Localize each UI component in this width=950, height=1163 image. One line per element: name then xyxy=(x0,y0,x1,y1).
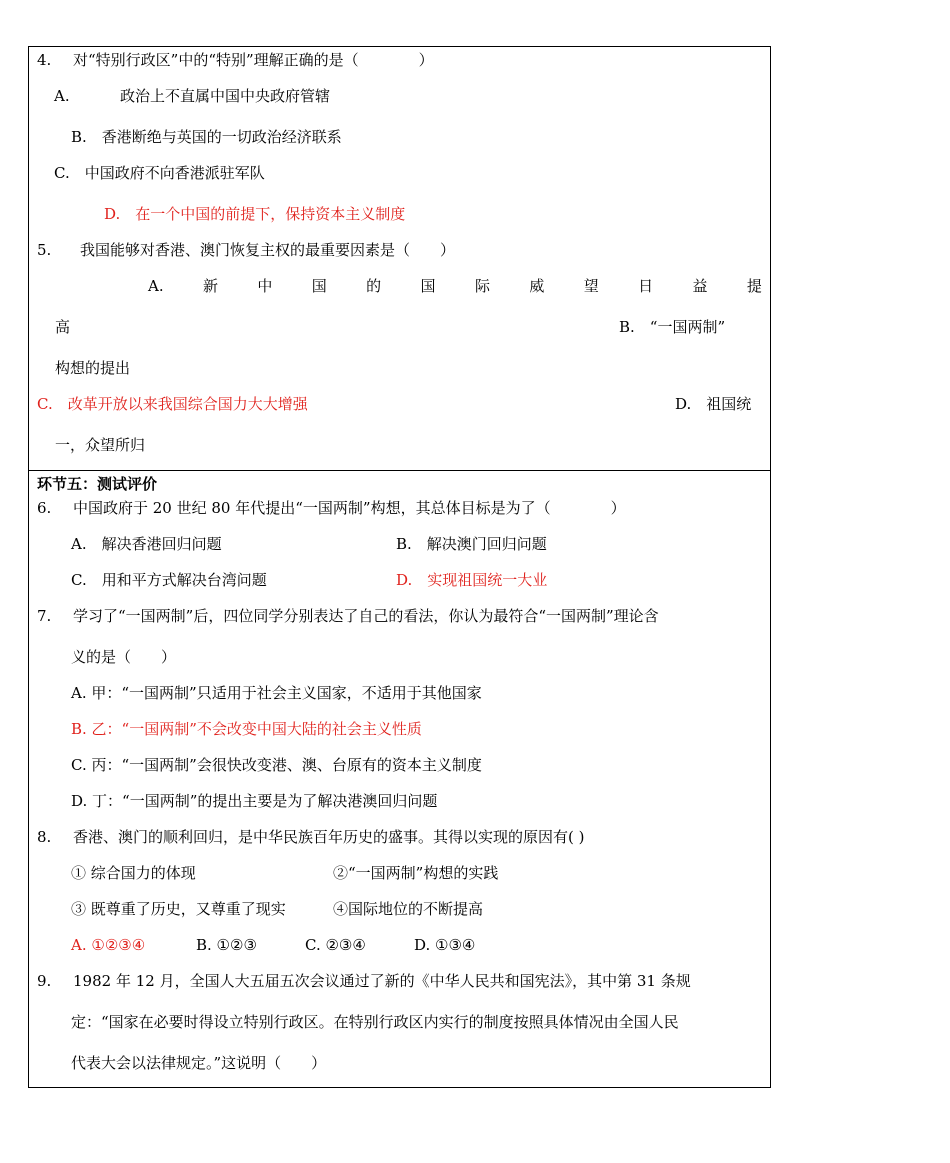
q8-option-c: C. ②③④ xyxy=(305,936,366,954)
q5-option-b-head: B. “一国两制” xyxy=(619,318,726,336)
q5-a-char: A. xyxy=(148,277,164,295)
q5-option-a-line xyxy=(148,277,762,295)
q7-option-c: C. 丙：“一国两制”会很快改变港、澳、台原有的资本主义制度 xyxy=(71,756,482,774)
q8-statement-3: ③ 既尊重了历史，又尊重了现实 xyxy=(71,900,286,918)
q6-option-a: A. 解决香港回归问题 xyxy=(71,535,222,553)
q8-statement-4: ④国际地位的不断提高 xyxy=(333,900,484,918)
q5-a-char: 中 xyxy=(257,277,273,295)
q6-stem: 中国政府于 20 世纪 80 年代提出“一国两制”构想，其总体目标是为了（ ） xyxy=(73,499,626,517)
q7-option-b-answer: B. 乙：“一国两制”不会改变中国大陆的社会主义性质 xyxy=(71,720,422,738)
q5-a-char: 益 xyxy=(692,277,708,295)
q5-number: 5. xyxy=(37,241,52,259)
q4-option-a-label: A. xyxy=(54,87,70,105)
q9-line-2: 定：“国家在必要时得设立特别行政区。在特别行政区内实行的制度按照具体情况由全国人民 xyxy=(71,1013,679,1031)
q5-option-a-tail: 高 xyxy=(55,318,71,336)
q5-a-char: 威 xyxy=(529,277,545,295)
q5-a-char: 望 xyxy=(583,277,599,295)
q6-option-c: C. 用和平方式解决台湾问题 xyxy=(71,571,267,589)
q5-option-d-head: D. 祖国统 xyxy=(675,395,752,413)
q5-option-d-tail: 一，众望所归 xyxy=(55,436,146,454)
q5-a-char: 新 xyxy=(202,277,218,295)
q5-stem: 我国能够对香港、澳门恢复主权的最重要因素是（ ） xyxy=(80,241,456,259)
q5-a-char: 际 xyxy=(474,277,490,295)
q7-stem: 学习了“一国两制”后，四位同学分别表达了自己的看法，你认为最符合“一国两制”理论含 xyxy=(73,607,659,625)
question-table xyxy=(28,46,771,1088)
q8-option-b: B. ①②③ xyxy=(196,936,257,954)
q8-statement-1: ① 综合国力的体现 xyxy=(71,864,196,882)
q5-option-b-tail: 构想的提出 xyxy=(55,359,131,377)
q7-option-a: A. 甲：“一国两制”只适用于社会主义国家，不适用于其他国家 xyxy=(71,684,482,702)
section-divider xyxy=(28,470,771,471)
q4-number: 4. xyxy=(37,51,52,69)
q9-number: 9. xyxy=(37,972,52,990)
q5-a-char: 提 xyxy=(746,277,762,295)
q9-line-3: 代表大会以法律规定。”这说明（ ） xyxy=(71,1054,327,1072)
q4-option-c: C. 中国政府不向香港派驻军队 xyxy=(54,164,265,182)
q8-number: 8. xyxy=(37,828,52,846)
q7-number: 7. xyxy=(37,607,52,625)
q7-stem-continued: 义的是（ ） xyxy=(71,648,177,666)
q6-option-b: B. 解决澳门回归问题 xyxy=(396,535,547,553)
q5-a-char: 日 xyxy=(638,277,654,295)
q5-a-char: 国 xyxy=(420,277,436,295)
q5-option-c-answer: C. 改革开放以来我国综合国力大大增强 xyxy=(37,395,308,413)
q8-option-a-answer: A. ①②③④ xyxy=(71,936,146,954)
q4-option-b: B. 香港断绝与英国的一切政治经济联系 xyxy=(71,128,342,146)
q5-a-char: 的 xyxy=(366,277,382,295)
q6-option-d-answer: D. 实现祖国统一大业 xyxy=(396,571,548,589)
q9-line-1: 1982 年 12 月，全国人大五届五次会议通过了新的《中华人民共和国宪法》，其中第 31 条规 xyxy=(73,972,691,990)
q4-option-d-answer: D. 在一个中国的前提下，保持资本主义制度 xyxy=(104,205,406,223)
q4-stem: 对“特别行政区”中的“特别”理解正确的是（ ） xyxy=(73,51,434,69)
q7-option-d: D. 丁：“一国两制”的提出主要是为了解决港澳回归问题 xyxy=(71,792,438,810)
q5-a-char: 国 xyxy=(311,277,327,295)
q8-option-d: D. ①③④ xyxy=(414,936,476,954)
q6-number: 6. xyxy=(37,499,52,517)
section-title: 环节五：测试评价 xyxy=(37,475,158,493)
q8-stem: 香港、澳门的顺利回归，是中华民族百年历史的盛事。其得以实现的原因有( ) xyxy=(73,828,585,846)
q4-option-a-text: 政治上不直属中国中央政府管辖 xyxy=(120,87,331,105)
q8-statement-2: ②“一国两制”构想的实践 xyxy=(333,864,499,882)
